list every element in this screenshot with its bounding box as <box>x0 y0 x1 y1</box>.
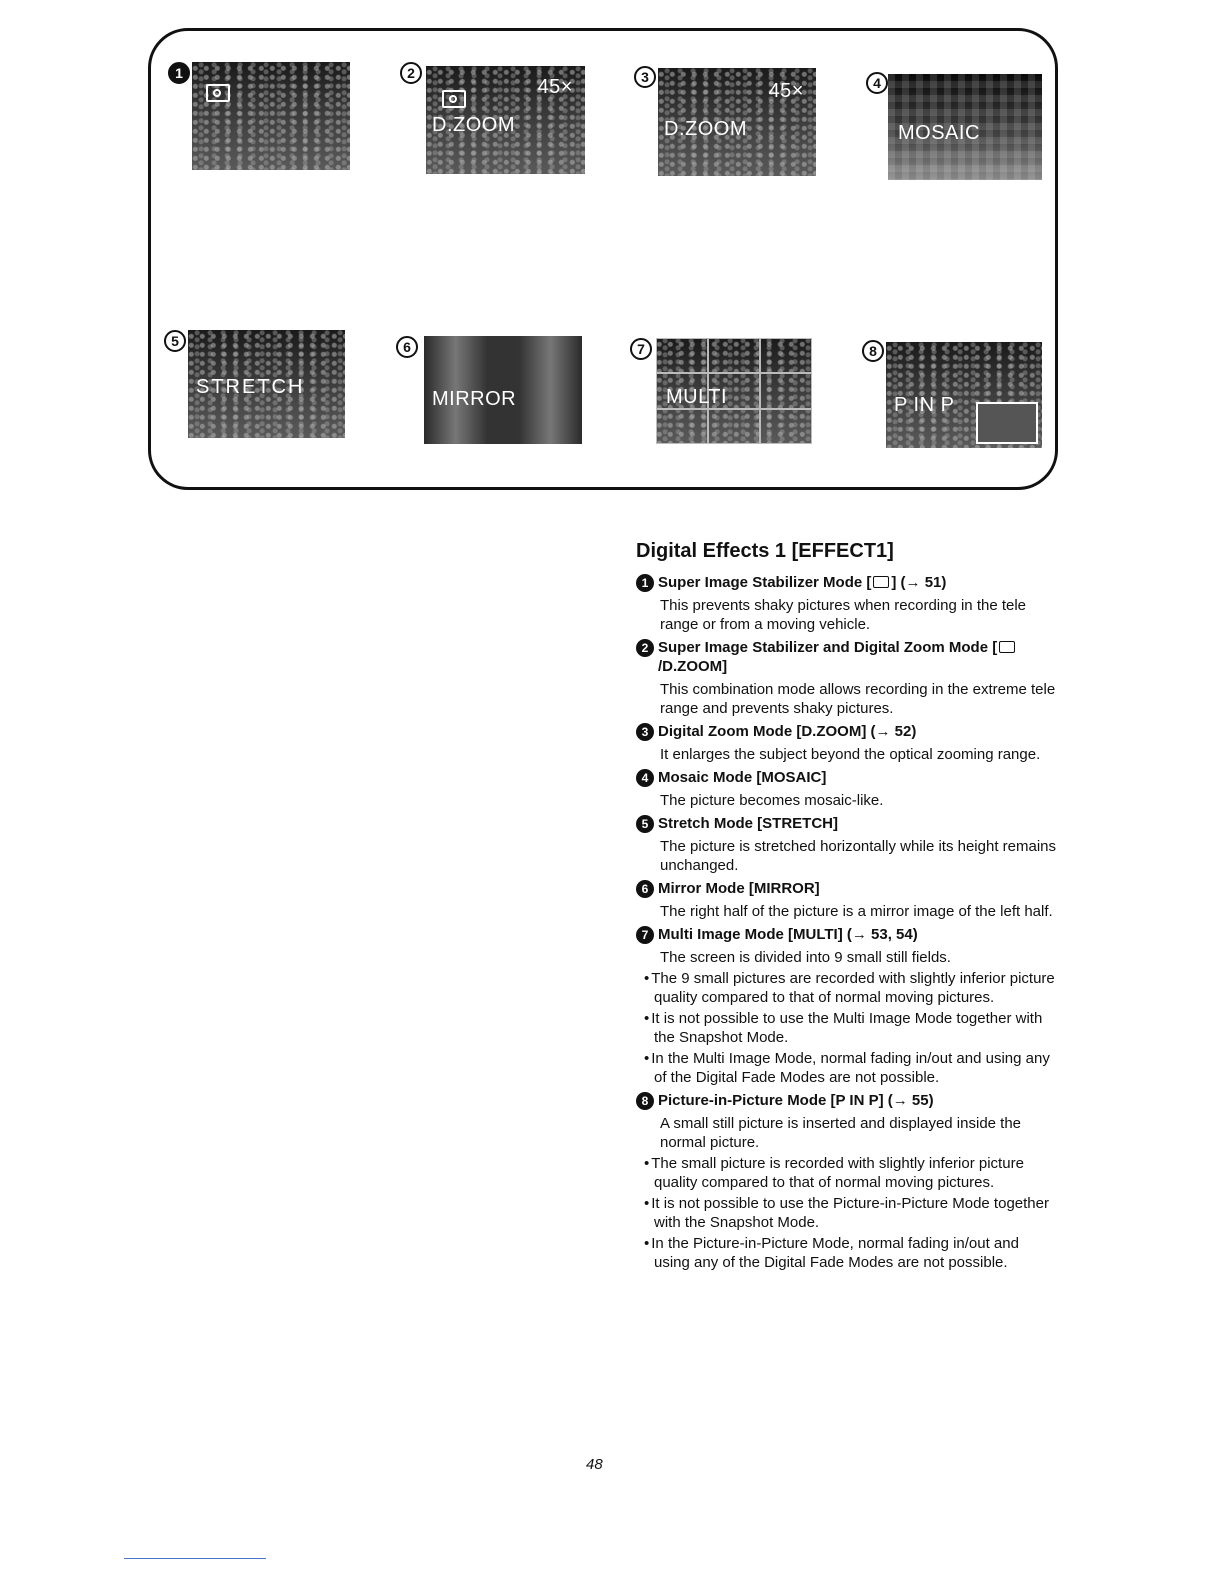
number-badge: 8 <box>862 340 884 362</box>
number-badge: 6 <box>396 336 418 358</box>
number-badge: 7 <box>630 338 652 360</box>
zoom-readout: 45× <box>537 76 573 98</box>
item-heading: 2 Super Image Stabilizer and Digital Zoom Mode [/D.ZOOM] <box>636 638 1056 676</box>
note-bullet: • It is not possible to use the Picture-in-Picture Mode together with the Snapshot Mode. <box>644 1194 1056 1232</box>
effects-section <box>636 540 1056 1272</box>
item-heading: 4 Mosaic Mode [MOSAIC] <box>636 768 1056 787</box>
note-bullet: • In the Picture-in-Picture Mode, normal fading in/out and using any of the Digital Fade Modes are not possible. <box>644 1234 1056 1272</box>
mode-label: P IN P <box>894 394 955 416</box>
mode-label: MOSAIC <box>898 122 980 144</box>
item-heading: 3 Digital Zoom Mode [D.ZOOM] (→ 52) <box>636 722 1056 741</box>
note-bullet: • The small picture is recorded with slightly inferior picture quality compared to that of normal moving pictures. <box>644 1154 1056 1192</box>
note-bullet: • In the Multi Image Mode, normal fading in/out and using any of the Digital Fade Modes are not possible. <box>644 1049 1056 1087</box>
item-number: 4 <box>636 769 654 787</box>
item-description: This combination mode allows recording in the extreme tele range and prevents shaky pictures. <box>660 681 1056 717</box>
item-description: The right half of the picture is a mirror image of the left half. <box>660 903 1053 920</box>
item-description: The screen is divided into 9 small still fields. <box>660 949 951 966</box>
note-bullet: • The 9 small pictures are recorded with slightly inferior picture quality compared to that of normal moving pictures. <box>644 969 1056 1007</box>
stabilizer-icon <box>206 84 230 102</box>
preview-screen <box>658 68 816 176</box>
pip-inset-picture <box>976 402 1038 444</box>
stabilizer-icon <box>442 90 466 108</box>
number-badge: 3 <box>634 66 656 88</box>
item-number: 2 <box>636 639 654 657</box>
mode-label: MIRROR <box>432 388 517 410</box>
item-4 <box>636 768 1056 810</box>
item-heading: 5 Stretch Mode [STRETCH] <box>636 814 1056 833</box>
item-number: 7 <box>636 926 654 944</box>
zoom-readout: 45× <box>768 80 804 102</box>
item-heading: 1 Super Image Stabilizer Mode [ ] (→ 51) <box>636 573 1056 592</box>
item-heading: 7 Multi Image Mode [MULTI] (→ 53, 54) <box>636 925 1056 944</box>
preview-screen <box>424 336 582 444</box>
item-heading: 6 Mirror Mode [MIRROR] <box>636 879 1056 898</box>
item-number: 5 <box>636 815 654 833</box>
item-description: A small still picture is inserted and displayed inside the normal picture. <box>660 1115 1022 1151</box>
item-6 <box>636 879 1056 921</box>
mode-label: D.ZOOM <box>664 118 747 140</box>
preview-screen <box>886 342 1042 448</box>
item-8 <box>636 1091 1056 1272</box>
item-description: The picture becomes mosaic-like. <box>660 792 884 809</box>
item-number: 3 <box>636 723 654 741</box>
preview-screen <box>188 330 345 438</box>
section-title: Digital Effects 1 [EFFECT1] <box>636 540 894 562</box>
item-description: The picture is stretched horizontally while its height remains unchanged. <box>660 838 1057 874</box>
preview-screen <box>656 338 812 444</box>
preview-screen <box>426 66 585 174</box>
mode-label: D.ZOOM <box>432 114 515 136</box>
stabilizer-icon <box>873 576 889 588</box>
item-description: It enlarges the subject beyond the optical zooming range. <box>660 746 1041 763</box>
number-badge: 1 <box>168 62 190 84</box>
item-description: This prevents shaky pictures when recording in the tele range or from a moving vehicle. <box>660 597 1027 633</box>
item-7 <box>636 925 1056 1087</box>
item-5 <box>636 814 1056 875</box>
item-1 <box>636 573 1056 634</box>
mode-label: STRETCH <box>196 376 305 398</box>
item-number: 6 <box>636 880 654 898</box>
number-badge: 5 <box>164 330 186 352</box>
item-2 <box>636 638 1056 718</box>
stabilizer-icon <box>999 641 1015 653</box>
number-badge: 2 <box>400 62 422 84</box>
preview-screen <box>888 74 1042 180</box>
item-heading: 8 Picture-in-Picture Mode [P IN P] (→ 55) <box>636 1091 1056 1110</box>
page-number: 48 <box>586 1456 603 1473</box>
footer-rule <box>124 1558 266 1559</box>
mode-label: MULTI <box>666 386 728 408</box>
item-number: 1 <box>636 574 654 592</box>
note-bullet: • It is not possible to use the Multi Image Mode together with the Snapshot Mode. <box>644 1009 1056 1047</box>
item-3 <box>636 722 1056 764</box>
item-number: 8 <box>636 1092 654 1110</box>
preview-screen <box>192 62 350 170</box>
number-badge: 4 <box>866 72 888 94</box>
